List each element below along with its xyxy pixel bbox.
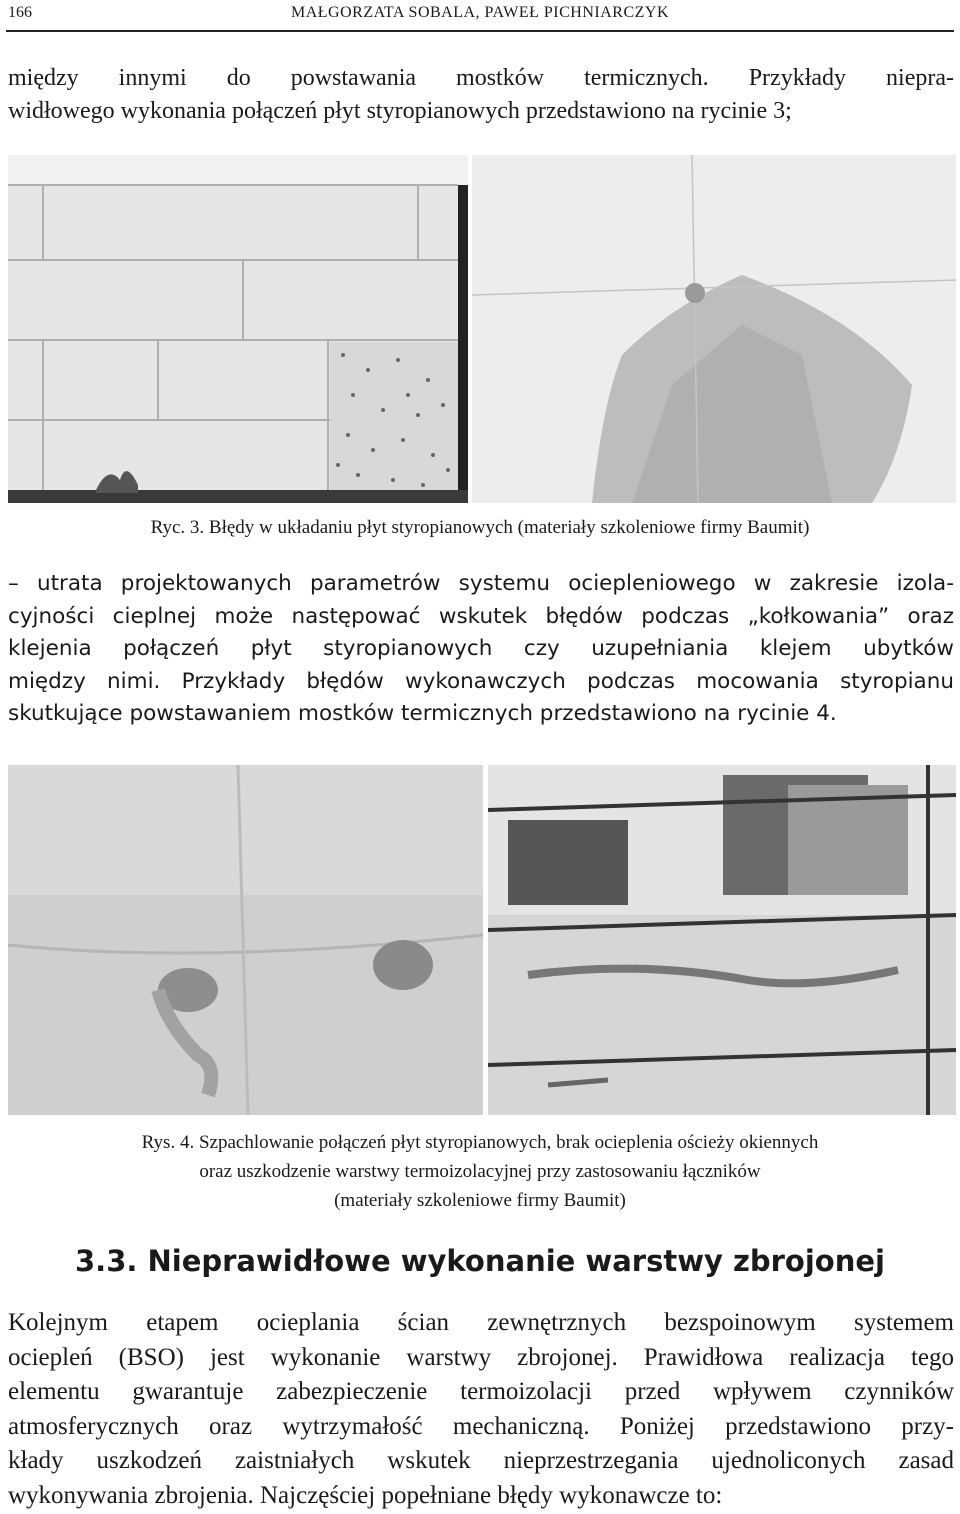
figure3-photo-left <box>8 155 468 503</box>
figure4-photo-right <box>488 765 956 1115</box>
page-number: 166 <box>8 4 32 21</box>
paragraph-2 <box>8 568 954 731</box>
section-heading: 3.3. Nieprawidłowe wykonanie warstwy zbrojonej <box>75 1244 885 1278</box>
text-line: ociepleń (BSO) jest wykonanie warstwy zbrojonej. Prawidłowa realizacja tego <box>8 1343 954 1371</box>
text-line: kłady uszkodzeń zaistniałych wskutek nieprzestrzegania ujednoliconych zasad <box>8 1447 954 1474</box>
text-line: między innymi do powstawania mostków termicznych. Przykłady niepra- <box>8 65 954 91</box>
text-line: – utrata projektowanych parametrów systemu ociepleniowego w zakresie izola- <box>8 571 954 596</box>
text-line: wykonywania zbrojenia. Najczęściej popełniane błędy wykonawcze to: <box>8 1481 723 1509</box>
text-line: między nimi. Przykłady błędów wykonawczych podczas mocowania styropianu <box>8 668 954 694</box>
figure3-caption: Ryc. 3. Błędy w układaniu płyt styropianowych (materiały szkoleniowe firmy Baumit) <box>150 517 810 538</box>
text-line: skutkujące powstawaniem mostków termicznych przedstawiono na rycinie 4. <box>8 701 837 726</box>
caption-line: (materiały szkoleniowe firmy Baumit) <box>334 1190 626 1211</box>
text-line: cyjności cieplnej może następować wskutek błędów podczas „kołkowania” oraz <box>8 603 954 629</box>
text-line: elementu gwarantuje zabezpieczenie termoizolacji przed wpływem czynników <box>8 1378 954 1405</box>
figure3-photo-right <box>472 155 956 503</box>
text-line: Kolejnym etapem ocieplania ścian zewnętrznych bezspoinowym systemem <box>8 1309 954 1336</box>
figure4-photo-left <box>8 765 483 1115</box>
text-line: widłowego wykonania połączeń płyt styropianowych przedstawiono na rycinie 3; <box>8 98 792 124</box>
figure4-caption <box>0 1128 960 1215</box>
text-line: klejenia połączeń płyt styropianowych czy uzupełniania klejem ubytków <box>8 636 954 661</box>
paragraph-3 <box>8 1306 954 1513</box>
intro-paragraph <box>8 62 954 128</box>
running-header <box>8 4 952 26</box>
text-line: atmosferycznych oraz wytrzymałość mechaniczną. Poniżej przedstawiono przy- <box>8 1412 954 1440</box>
caption-line: Rys. 4. Szpachlowanie połączeń płyt styropianowych, brak ocieplenia ościeży okiennych <box>141 1132 819 1153</box>
running-header-authors: MAŁGORZATA SOBALA, PAWEŁ PICHNIARCZYK <box>290 4 670 21</box>
header-rule <box>6 30 954 32</box>
caption-line: oraz uszkodzenie warstwy termoizolacyjnej przy zastosowaniu łączników <box>199 1161 761 1182</box>
